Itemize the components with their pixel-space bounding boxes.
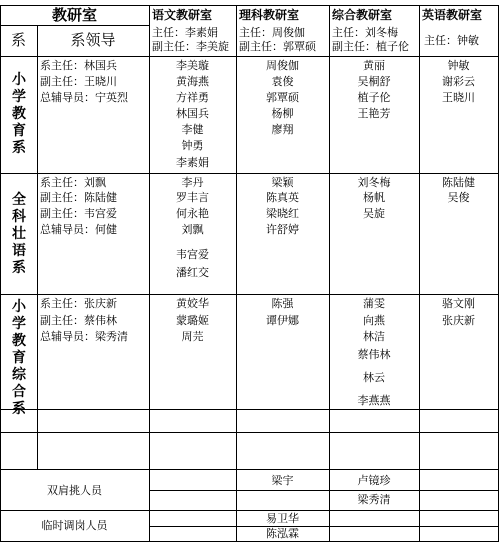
teacher-name: 郭覃硕	[266, 91, 299, 104]
zonghe-vice-director: 副主任：植子伦	[332, 40, 409, 53]
linshi-label: 临时调岗人员	[41, 519, 108, 532]
teacher-name: 林洁	[363, 330, 385, 343]
teacher-name: 吴俊	[447, 191, 470, 204]
teacher-name: 李燕燕	[357, 394, 391, 407]
grid-line	[0, 409, 499, 410]
xi-header: 系	[10, 31, 26, 49]
section-leader: 副主任：韦宫爱	[40, 207, 117, 220]
teacher-name: 易卫华	[266, 512, 299, 525]
grid-line	[149, 490, 499, 491]
teacher-name: 梁宇	[271, 474, 294, 487]
teacher-name: 向燕	[363, 314, 385, 327]
teacher-name: 钟勇	[181, 139, 204, 152]
yuwen-director: 主任：李素娟	[152, 26, 218, 39]
teacher-name: 刘冬梅	[357, 176, 391, 189]
teacher-name: 李健	[181, 123, 204, 136]
teacher-name: 周芫	[181, 330, 204, 343]
zonghe-director: 主任：刘冬梅	[332, 26, 398, 39]
section-leader: 副主任：王晓川	[40, 75, 117, 88]
teacher-name: 方祥勇	[176, 91, 209, 104]
teacher-name: 李丹	[181, 176, 204, 189]
teacher-name: 林国兵	[176, 107, 209, 120]
section-leader: 总辅导员：何健	[40, 223, 117, 236]
grid-line	[37, 25, 38, 469]
jiaoyanshi-header: 教研室	[51, 6, 97, 24]
grid-line	[0, 25, 149, 26]
teacher-name: 杨帆	[363, 191, 385, 204]
zonghe-header: 综合教研室	[332, 8, 393, 22]
teacher-name: 谭伊娜	[266, 314, 299, 327]
teacher-name: 谢彩云	[442, 75, 475, 88]
teacher-name: 吴桐舒	[357, 75, 391, 88]
teacher-name: 卢镜珍	[357, 474, 391, 487]
teacher-name: 李素娟	[176, 156, 209, 169]
teacher-name: 刘飘	[181, 223, 204, 236]
teacher-name: 潘红交	[176, 266, 209, 279]
section-name: 小学教育综合系	[12, 299, 26, 417]
section-leader: 总辅导员：宁英烈	[40, 91, 128, 104]
yuwen-header: 语文教研室	[152, 8, 213, 22]
teacher-name: 梁颖	[271, 176, 294, 189]
yingyu-director: 主任：钟敏	[424, 34, 479, 47]
teacher-name: 梁晓红	[266, 207, 299, 220]
teacher-name: 蔡伟林	[357, 348, 391, 361]
like-vice-director: 副主任：郭覃硕	[239, 40, 316, 53]
section-name: 小学教育系	[12, 72, 26, 156]
like-director: 主任：周俊伽	[239, 26, 305, 39]
grid-line	[0, 56, 499, 57]
teacher-name: 骆文刚	[442, 297, 475, 310]
teacher-name: 杨柳	[271, 107, 294, 120]
grid-line	[0, 469, 499, 470]
shuangjian-label: 双肩挑人员	[47, 484, 102, 497]
teacher-name: 梁秀清	[357, 493, 391, 506]
section-leader: 系主任：张庆新	[40, 297, 117, 310]
teacher-name: 黄丽	[363, 59, 385, 72]
teacher-name: 钟敏	[447, 59, 470, 72]
teacher-name: 何永艳	[176, 207, 209, 220]
teacher-name: 林云	[363, 371, 385, 384]
teacher-name: 吴旋	[363, 207, 385, 220]
grid-line	[0, 294, 499, 295]
grid-line	[0, 173, 499, 174]
xilingdao-header: 系领导	[70, 31, 116, 49]
teacher-name: 袁俊	[271, 75, 294, 88]
teacher-name: 廖翔	[271, 123, 294, 136]
teacher-name: 陈强	[271, 297, 294, 310]
teacher-name: 黄姣华	[176, 297, 209, 310]
teacher-name: 李美璇	[176, 59, 209, 72]
section-leader: 副主任：陈陆健	[40, 191, 117, 204]
teacher-name: 陈陆健	[442, 176, 475, 189]
yingyu-header: 英语教研室	[422, 8, 483, 22]
teacher-name: 周俊伽	[266, 59, 299, 72]
teacher-name: 王艳芳	[357, 107, 391, 120]
section-leader: 总辅导员：梁秀清	[40, 330, 128, 343]
teacher-name: 张庆新	[442, 314, 475, 327]
section-leader: 副主任：蔡伟林	[40, 314, 117, 327]
yuwen-vice-director: 副主任：李美旋	[152, 40, 229, 53]
teacher-name: 植子伦	[357, 91, 391, 104]
teacher-name: 陈泓霖	[266, 527, 299, 540]
teacher-name: 韦宫爱	[176, 248, 209, 261]
like-header: 理科教研室	[239, 8, 300, 22]
grid-line	[0, 5, 1, 542]
teacher-name: 黄海燕	[176, 75, 209, 88]
teacher-name: 罗丰言	[176, 191, 209, 204]
section-leader: 系主任：刘飘	[40, 176, 106, 189]
teacher-name: 王晓川	[442, 91, 475, 104]
teacher-name: 蒙璐姬	[176, 314, 209, 327]
section-leader: 系主任：林国兵	[40, 59, 117, 72]
teacher-name: 陈真英	[266, 191, 299, 204]
grid-line	[0, 432, 499, 433]
teacher-name: 许舒婷	[266, 223, 299, 236]
section-name: 全科壮语系	[12, 192, 26, 276]
teacher-name: 蒲雯	[363, 297, 385, 310]
